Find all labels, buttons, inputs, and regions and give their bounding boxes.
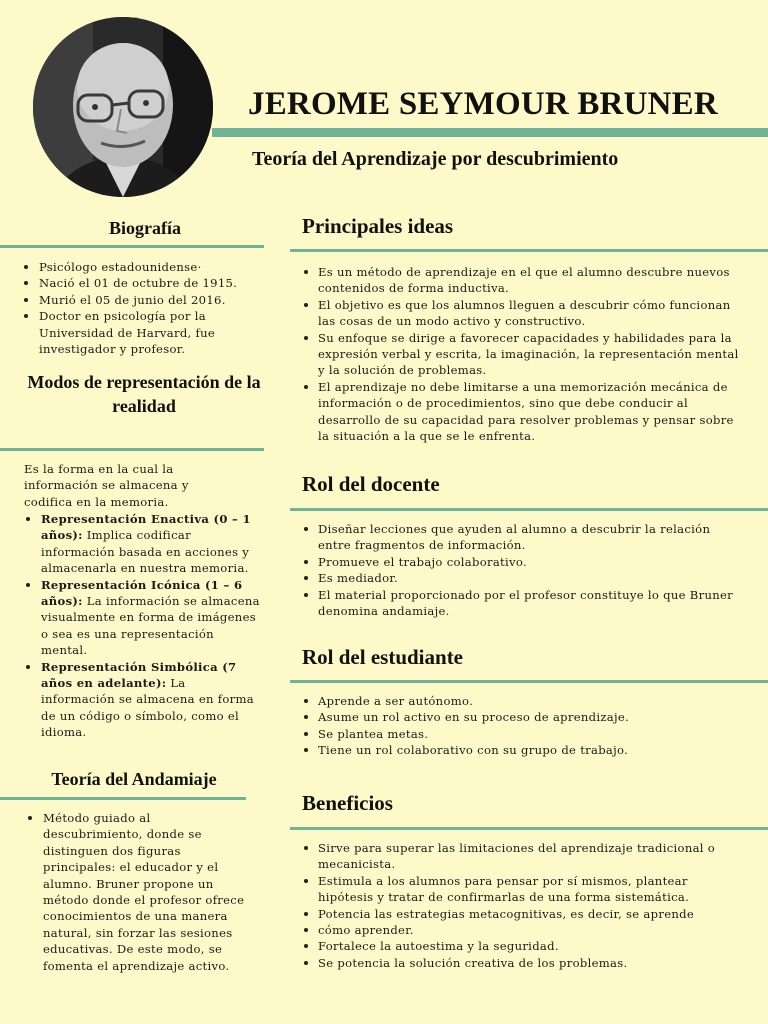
ideas-heading: Principales ideas xyxy=(302,214,454,238)
estudiante-heading: Rol del estudiante xyxy=(302,645,464,669)
list-item: El objetivo es que los alumnos lleguen a descubrir cómo funcionan las cosas de un modo activo y constructivo. xyxy=(302,297,742,330)
modo-label: Representación Simbólica (7 años en adelante): xyxy=(41,659,237,691)
ideas-list xyxy=(302,264,742,444)
list-item: Potencia las estrategias metacognitivas, es decir, se aprende xyxy=(302,906,742,922)
modo-text: La información se almacena en forma de un código o símbolo, como el idioma. xyxy=(41,676,254,740)
beneficios-list xyxy=(302,840,742,971)
list-item: Diseñar lecciones que ayuden al alumno a descubrir la relación entre fragmentos de información. xyxy=(302,521,742,554)
list-item: Estimula a los alumnos para pensar por sí mismos, plantear hipótesis y tratar de confirmarlas de una forma sistemática. xyxy=(302,873,742,906)
title-divider xyxy=(212,128,768,137)
list-item: Tiene un rol colaborativo con su grupo de trabajo. xyxy=(302,742,742,758)
andamiaje-divider xyxy=(0,797,246,800)
list-item: Psicólogo estadounidense· xyxy=(22,259,262,275)
modo-label: Representación Icónica (1 – 6 años): xyxy=(41,577,243,609)
list-item: Doctor en psicología por la Universidad de Harvard, fue investigador y profesor. xyxy=(22,308,262,357)
biografia-list xyxy=(22,259,262,357)
modos-heading: Modos de representación de la realidad xyxy=(27,372,261,416)
modo-label: Representación Enactiva (0 – 1 años): xyxy=(41,512,251,543)
docente-heading: Rol del docente xyxy=(302,472,440,496)
estudiante-list xyxy=(302,693,742,759)
list-item: Nació el 01 de octubre de 1915. xyxy=(22,275,262,291)
list-item: Es un método de aprendizaje en el que el alumno descubre nuevos contenidos de forma inductiva. xyxy=(302,264,742,297)
list-item: El aprendizaje no debe limitarse a una memorización mecánica de información o de procedimientos, sino que debe conducir al desarrollo de su capacidad para resolver problemas y pensar sobre la situación a la que se le enfrenta. xyxy=(302,379,742,445)
list-item: Sirve para superar las limitaciones del aprendizaje tradicional o mecanicista. xyxy=(302,840,742,873)
list-item: Es mediador. xyxy=(302,570,742,586)
modos-intro: Es la forma en la cual la información se almacena y codifica en la memoria. xyxy=(24,462,189,509)
modo-text: La información se almacena visualmente en forma de imágenes o sea es una representación mental. xyxy=(41,594,260,658)
andamiaje-list xyxy=(26,810,252,974)
beneficios-heading: Beneficios xyxy=(302,791,393,815)
list-item: Fortalece la autoestima y la seguridad. xyxy=(302,938,742,954)
list-item: Método guiado al descubrimiento, donde se distinguen dos figuras principales: el educador y el alumno. Bruner propone un método donde el profesor ofrece conocimientos de una manera natural, sin forzar las sesiones educativas. De este modo, se fomenta el aprendizaje activo. xyxy=(26,810,252,974)
biografia-divider xyxy=(0,245,264,248)
list-item: Promueve el trabajo colaborativo. xyxy=(302,554,742,570)
docente-divider xyxy=(290,508,768,511)
list-item: Se potencia la solución creativa de los problemas. xyxy=(302,955,742,971)
modos-divider xyxy=(0,448,264,451)
beneficios-divider xyxy=(290,827,768,830)
portrait-photo xyxy=(33,17,213,197)
list-item xyxy=(24,577,262,659)
estudiante-divider xyxy=(290,680,768,683)
portrait-illustration xyxy=(33,17,213,197)
page-title: JEROME SEYMOUR BRUNER xyxy=(248,86,718,122)
list-item: Aprende a ser autónomo. xyxy=(302,693,742,709)
page-subtitle: Teoría del Aprendizaje por descubrimiento xyxy=(252,148,619,170)
list-item: Se plantea metas. xyxy=(302,726,742,742)
list-item: cómo aprender. xyxy=(302,922,742,938)
list-item: Asume un rol activo en su proceso de aprendizaje. xyxy=(302,709,742,725)
list-item: El material proporcionado por el profesor constituye lo que Bruner denomina andamiaje. xyxy=(302,587,742,620)
list-item xyxy=(24,659,262,741)
list-item xyxy=(24,511,262,577)
biografia-heading: Biografía xyxy=(109,218,181,238)
list-item: Murió el 05 de junio del 2016. xyxy=(22,292,262,308)
modo-text: Implica codificar información basada en acciones y almacenarla en nuestra memoria. xyxy=(41,528,250,576)
modos-list xyxy=(24,511,262,741)
andamiaje-heading: Teoría del Andamiaje xyxy=(51,769,217,789)
ideas-divider xyxy=(290,249,768,252)
list-item: Su enfoque se dirige a favorecer capacidades y habilidades para la expresión verbal y escrita, la imaginación, la representación mental y la solución de problemas. xyxy=(302,330,742,379)
docente-list xyxy=(302,521,742,619)
